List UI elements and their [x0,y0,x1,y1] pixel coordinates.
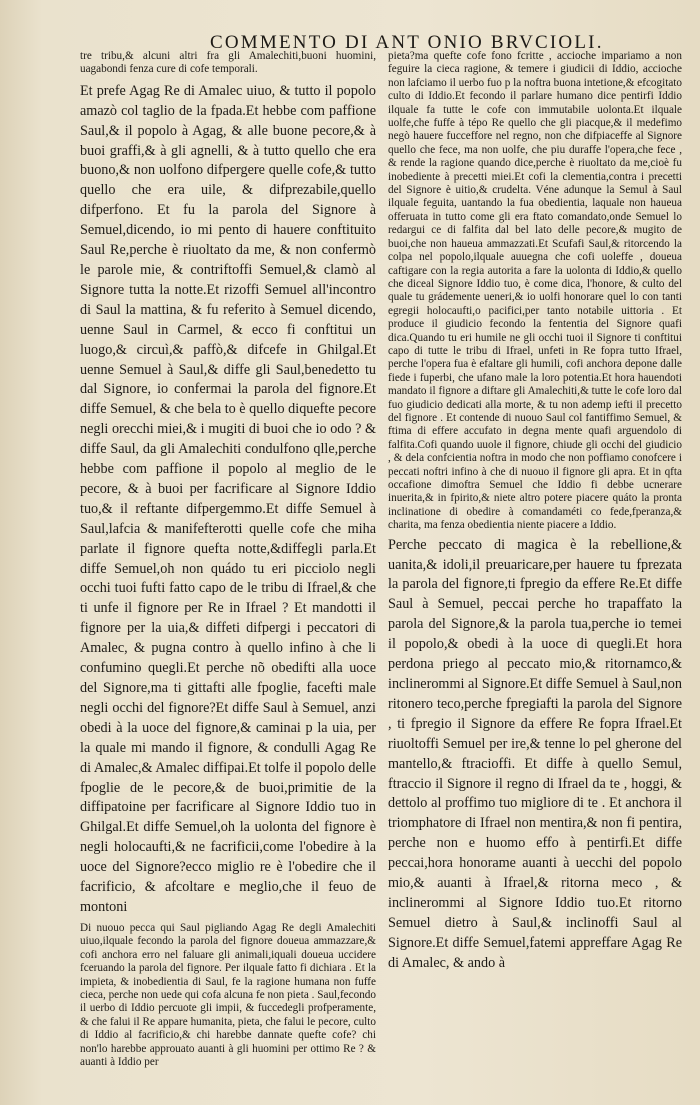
right-column [388,50,682,1090]
left-column [80,50,376,1090]
running-head: COMMENTO DI ANT ONIO BRVCIOLI. [210,32,604,53]
left-main-text: Et prefe Agag Re di Amalec uiuo, & tutto il popolo amazò col taglio de la fpada.Et hebbe com paffione Saul,& il popolo à Agag, & alle buone pecore,& à buoi graffi,& à gli agnelli, & à tutto quello che era buono,& non uolfono difpergere quelle cofe,& tutto quello che era uile, & difprezabile,quello difperfono. Et fu la parola del Signore à Semuel,dicendo, io mi pento di hauere conftituito Saul Re,perche è riuoltato da me, & non confermò le parole mie, & contriftoffi Semuel,& clamò al Signore tutta la notte.Et rizoffi Semuel all'incontro di Saul la mattina, & fu referito à Semuel dicendo, uenne Saul in Carmel, & ecco fi conftitui un luogo,& circuì,& paffò,& difcefe in Ghilgal.Et uenne Semuel à Saul,& diffe gli Saul,benedetto tu dal Signore, io confermai la parola del fignore.Et diffe Semuel, & che bela to è quello diquefte pecore negli orecchi miei,& i mugiti di buoi che io odo ? & diffe Saul, da gli Amalechiti condulfono qlle,perche hebbe com paffione il popolo al meglio de le pecore, & à buoi per facrificare al Signore Iddio tuo,& il reftante difpergemmo.Et diffe Semuel à Saul,lafcia & manifefterotti quelle cofe che miha parlate il fignore quefta notte,&diffegli parla.Et diffe Semuel,oh non quádo tu eri picciolo negli occhi tuoi fufti fatto capo de le tribu di Ifrael,& che ti unfe il fignore per Re in Ifrael ? Et mandotti il fignore per la uia,& diffeti difpergi i peccatori di Amalec, & pugna contro à quello infino à che li confumino quegli.Et perche nõ obedifti alla uoce del Signore,ma ti gittafti alle fpoglie, facefti male negli occhi del fignore?Et diffe Saul à Semuel, anzi obedi à la uoce del fignore,& caminai p la uia, per la quale mi mando il fignore, & condulli Agag Re di Amalec,& Amalec diffipai.Et tolfe il popolo delle fpoglie de le pecore,& de buoi,primitie de la diffipatoine per facrificare al Signore Iddio tuo in Ghilgal.Et diffe Semuel,oh la uolonta del fignore è negli holocaufti,& ne facrificii,come l'obedire à la uoce del Signore?ecco miglio re è l'obedire che il facrificio, & afcoltare e meglio,che il feuo de montoni [80,82,376,915]
left-intro-commentary: tre tribu,& alcuni altri fra gli Amalechiti,buoni huomini, uagabondi fenza cure di cofe temporali. [80,50,376,76]
left-commentary: Di nuouo pecca qui Saul pigliando Agag Re degli Amalechiti uiuo,ilquale fecondo la parola del fignore doueua ammazzare,& cofi anchora erro nel faluare gli animali,iquali doueua uccidere fceruando la parola del fignore. Per ilquale fatto fi dichiara . Et la impieta, & inobedientia di Saul, fe la ragione humana non fuffe cieca, perche non uede qui cofa alcuna fe non pieta . Saul,fecondo il uerbo di Iddio percuote gli impii, & fuccedegli profperamente, & che falui il Re appare humanita, pieta, che falui le pecore, culto di Iddio al facrificio,& chi harebbe dannate quefte cofe? chi non'lo harebbe approuato auanti à gli huomini per ottimo Re ? & auanti à Iddio per [80,921,376,1068]
right-commentary: pieta?ma quefte cofe fono fcritte , accioche impariamo a non feguire la cieca ragione, & temere i giudicii di Iddio, accioche non lafciamo il uerbo fuo p la noftra buona intetione,& efcogitato culto di Iddio.Et fecondo il parlare humano dice pentirfi Iddio ilquale fa tutte le cofe con immutabile uolonta.Et ilquale uolfe,che fuffe à tépo Re quello che gli piacque,& il medefimo negò hauere fucceffore nel regno, non che difpiaceffe al Signore quello che fece, ma non uolfe, che piu duraffe l'opera,che fece , & rende la ragione quando dice,perche è riuoltato da me,cioè fu inobediente à precetti miei.Et cofi la clementia,contra i precetti del Signore è uitio,& crudelta. Véne adunque la Semul à Saul ilquale feguita, uantando la fua obedientia, laquale non haueua offeruata in tutto come gli era ftato comandato,onde Semuel lo redargui ce di falfita dal bel lato delle pecore,& mugito de buoi,che non haueua ammazzati.Et Scufafi Saul,& ritorcendo la colpa nel popolo,ilquale auuegna che cofi uoleffe , doueua caftigare con la regia autorita a fare la uolonta di Iddio,& quello che diceal Signore Iddio tuo, è come dica, l'honore, & culto del quale tu grádemente ueneri,& io uolfi honorare quel lo con tanti egregii holocaufti,o pacifici,per tanto notabile uittoria . Et produce il giudicio fecondo la fententia del Signore quafi dica.Quando tu eri humile ne gli occhi tuoi il Signore ti conftitui capo di tutte le tribu di Ifrael, unfeti in Re fopra tutto Ifrael, perche l'opera fua è efaltare gli humili, cofi anchora depone dalle fiede i fuperbi, che ufano male la loro potentia.Et hora hauendoti mandato il fignore a diftare gli Amalechiti,& tutte le cofe loro dal fuo giudicio dedicati alla morte, & tu non ademp iefti il precetto del fignore . Et contende di nuouo Saul col fantiffimo Semuel, & ftima di effere accufato in degna mente quafi arguendolo di falfita.Cofi quando uuole il fignore, chiude gli occhi del giudicio , & dela confcientia noftra in modo che non poffiamo conofcere i peccati noftri infino à che di nuouo il fignore gli apra. Et in qfta occafione dimoftra Semuel che Iddio fi debbe ucnerare inuerita,& in fpirito,& niete altro potere piacere quáto la pronta inclinatione di obedire à comandaméti co fede,fperanza,& charita, ma fenza obedientia niente piacere a Iddio. [388,50,682,532]
right-main-text: Perche peccato di magica è la rebellione,& uanita,& idoli,il preuaricare,per hauere tu fprezata la parola del fignore,ti fpregio da effere Re.Et diffe Saul à Semuel, peccai perche ho trapaffato la parola del Signore,& la parola tua,perche io temei il popolo,& obedi à la uoce di quegli.Et hora perdona priego al peccato mio,& ritornamco,& inclinerommi al Signore.Et diffe Semuel à Saul,non ritonero teco,perche fpregiafti la parola del Signore , ti fpregio il Signore da effere Re fopra Ifrael.Et riuoltoffi Semuel per ire,& tenne lo pel gherone del mantello,& ftracioffi. Et diffe à quello Semul, ftraccio il Signore il regno di Ifrael da te , hoggi, & dettolo al proffimo tuo migliore di te . Et anchora il triomphatore di Ifrael non mentira,& non fi pentira, perche non e huomo effo à pentirfi.Et diffe peccai,hora honorame auanti à uecchi del popolo mio,& auanti à Ifrael,& ritorna meco , & inclinerommi al Signore Iddio tuo.Et ritorno Semuel dietro à Saul,& inclinoffi Saul al Signore.Et diffe Semuel,fatemi appreffare Agag Re di Amalec, & ando à [388,536,682,971]
